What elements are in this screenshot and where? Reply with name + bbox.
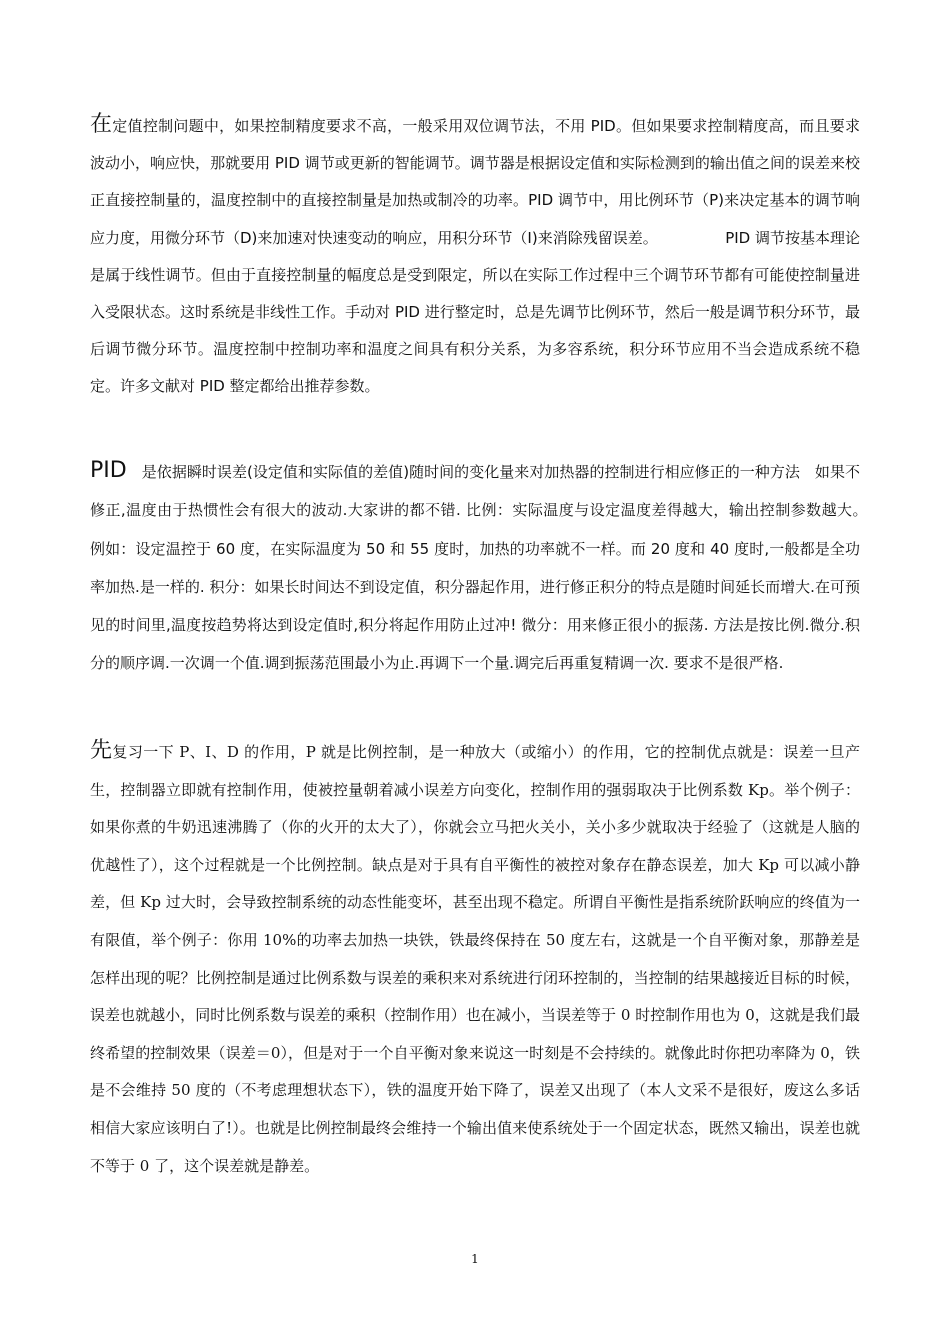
- paragraph-body: 复习一下 P、I、D 的作用，P 就是比例控制，是一种放大（或缩小）的作用，它的控制优点就是：误差一旦产生，控制器立即就有控制作用，使被控量朝着减小误差方向变化，控制作用的强弱取决于比例系数 Kp。举个例子：如果你煮的牛奶迅速沸腾了（你的火开的太大了），你就会立马把火关小，关小多少就取决于经验了（这就是人脑的优越性了），这个过程就是一个比例控制。缺点是对于具有自平衡性的被控对象存在静态误差，加大 Kp 可以减小静差，但 Kp 过大时，会导致控制系统的动态性能变坏，甚至出现不稳定。所谓自平衡性是指系统阶跃响应的终值为一有限值，举个例子：你用 10%的功率去加热一块铁，铁最终保持在 50 度左右，这就是一个自平衡对象，那静差是怎样出现的呢？比例控制是通过比例系数与误差的乘积来对系统进行闭环控制的，当控制的结果越接近目标的时候，误差也就越小，同时比例系数与误差的乘积（控制作用）也在减小，当误差等于 0 时控制作用也为 0，这就是我们最终希望的控制效果（误差＝0），但是对于一个自平衡对象来说这一时刻是不会持续的。就像此时你把功率降为 0，铁是不会维持 50 度的（不考虑理想状态下），铁的温度开始下降了，误差又出现了（本人文采不是很好，废这么多话相信大家应该明白了!）。也就是比例控制最终会维持一个输出值来使系统处于一个固定状态，既然又输出，误差也就不等于 0 了，这个误差就是静差。: [90, 743, 860, 1175]
- paragraph-lead-word: PID: [90, 458, 127, 483]
- paragraph-pid-intro: [90, 106, 860, 406]
- page-number: 1: [471, 1252, 479, 1266]
- paragraph-lead-char: 在: [90, 112, 113, 137]
- paragraph-pid-explanation: [90, 452, 891, 683]
- paragraph-body: 是依据瞬时误差(设定值和实际值的差值)随时间的变化量来对加热器的控制进行相应修正的一种方法 如果不修正,温度由于热惯性会有很大的波动.大家讲的都不错. 比例：实际温度与设定温度差得越大，输出控制参数越大。 例如：设定温控于 60 度，在实际温度为 50 和 55 度时，加热的功率就不一样。而 20 度和 40 度时,一般都是全功率加热.是一样的. 积分：如果长时间达不到设定值，积分器起作用，进行修正积分的特点是随时间延长而增大.在可预见的时间里,温度按趋势将达到设定值时,积分将起作用防止过冲! 微分：用来修正很小的振荡. 方法是按比例.微分.积分的顺序调.一次调一个值.调到振荡范围最小为止.再调下一个量.调完后再重复精调一次. 要求不是很严格.: [90, 463, 891, 673]
- paragraph-lead-char: 先: [90, 738, 113, 763]
- paragraph-proportional-control: [90, 732, 860, 1185]
- paragraph-body: 定值控制问题中，如果控制精度要求不高，一般采用双位调节法，不用 PID。但如果要求控制精度高，而且要求波动小，响应快，那就要用 PID 调节或更新的智能调节。调节器是根据设定值和实际检测到的输出值之间的误差来校正直接控制量的，温度控制中的直接控制量是加热或制冷的功率。PID 调节中，用比例环节（P)来决定基本的调节响应力度，用微分环节（D)来加速对快速变动的响应，用积分环节（I)来消除残留误差。 PID 调节按基本理论是属于线性调节。但由于直接控制量的幅度总是受到限定，所以在实际工作过程中三个调节环节都有可能使控制量进入受限状态。这时系统是非线性工作。手动对 PID 进行整定时，总是先调节比例环节，然后一般是调节积分环节，最后调节微分环节。温度控制中控制功率和温度之间具有积分关系，为多容系统，积分环节应用不当会造成系统不稳定。许多文献对 PID 整定都给出推荐参数。: [90, 117, 860, 396]
